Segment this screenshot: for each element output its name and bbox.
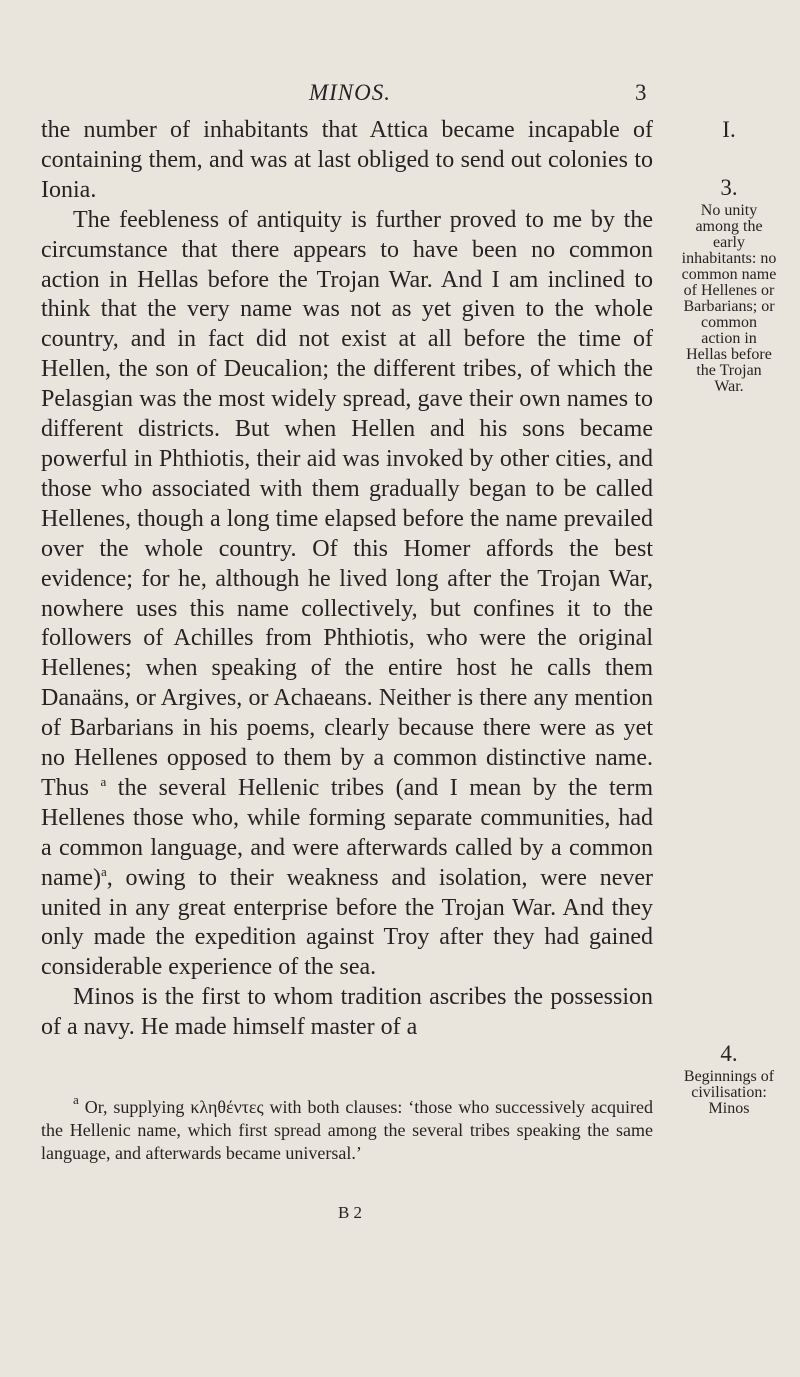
footnote xyxy=(41,1092,653,1165)
section-number-3: 3. xyxy=(720,175,738,200)
signature-mark: B 2 xyxy=(337,1203,363,1222)
side-note-3: No unity among the early inhabitants: no common name of Hellenes or Barbarians; or common action in Hellas before the Trojan War. xyxy=(681,202,777,395)
paragraph-2-part-3: , owing to their weakness and isolation, were never united in any great enterprise before the Trojan War. And they only made the expedition against Troy after they had gained considerable experience of the sea. xyxy=(41,864,653,981)
paragraph-2 xyxy=(41,206,653,984)
side-note-4: Beginnings of civilisation: Minos xyxy=(683,1068,775,1117)
page-header xyxy=(0,80,800,110)
margin-chapter xyxy=(681,116,777,144)
paragraph-1: the number of inhabitants that Attica became incapable of containing them, and was at last obliged to send out colonies to Ionia. xyxy=(41,117,653,203)
margin-section-4 xyxy=(681,1040,777,1117)
footnote-ref-1: a xyxy=(100,773,107,789)
paragraph-3: Minos is the first to whom tradition ascribes the possession of a navy. He made himself master of a xyxy=(41,984,653,1041)
running-title: MINOS. xyxy=(308,80,392,105)
footnote-marker: a xyxy=(73,1092,79,1107)
page-number: 3 xyxy=(635,80,647,105)
chapter-number: I. xyxy=(722,117,736,142)
footnote-ref-2: a xyxy=(100,863,107,879)
footnote-text: Or, supplying κληθέντες with both clauses: ‘those who successively acquired the Hellenic name, which first spread among the several tribes speaking the same language, and afterwards became universal.’ xyxy=(41,1097,653,1163)
paragraph-2-part-2: the several Hellenic tribes (and I mean by the term Hellenes those who, while forming separate communities, had a common language, and were afterwards called by a common name) xyxy=(41,774,653,891)
paragraph-2-part-1: The feebleness of antiquity is further proved to me by the circumstance that there appears to have been no common action in Hellas before the Trojan War. And I am inclined to think that the very name was not as yet given to the whole country, and in fact did not exist at all before the time of Hellen, the son of Deucalion; the different tribes, of which the Pelasgian was the most widely spread, gave their own names to different districts. But when Hellen and his sons became powerful in Phthiotis, their aid was invoked by other cities, and those who associated with them gradually began to be called Hellenes, though a long time elapsed before the name prevailed over the whole country. Of this Homer affords the best evidence; for he, although he lived long after the Trojan War, nowhere uses this name collectively, but confines it to the followers of Achilles from Phthiotis, who were the original Hellenes; when speaking of the entire host he calls them Danaäns, or Argives, or Achaeans. Neither is there any mention of Barbarians in his poems, clearly because there were as yet no Hellenes opposed to them by a common distinctive name. Thus xyxy=(41,206,653,801)
section-number-4: 4. xyxy=(720,1041,738,1066)
margin-section-3 xyxy=(681,174,777,395)
body-text xyxy=(41,116,653,1043)
